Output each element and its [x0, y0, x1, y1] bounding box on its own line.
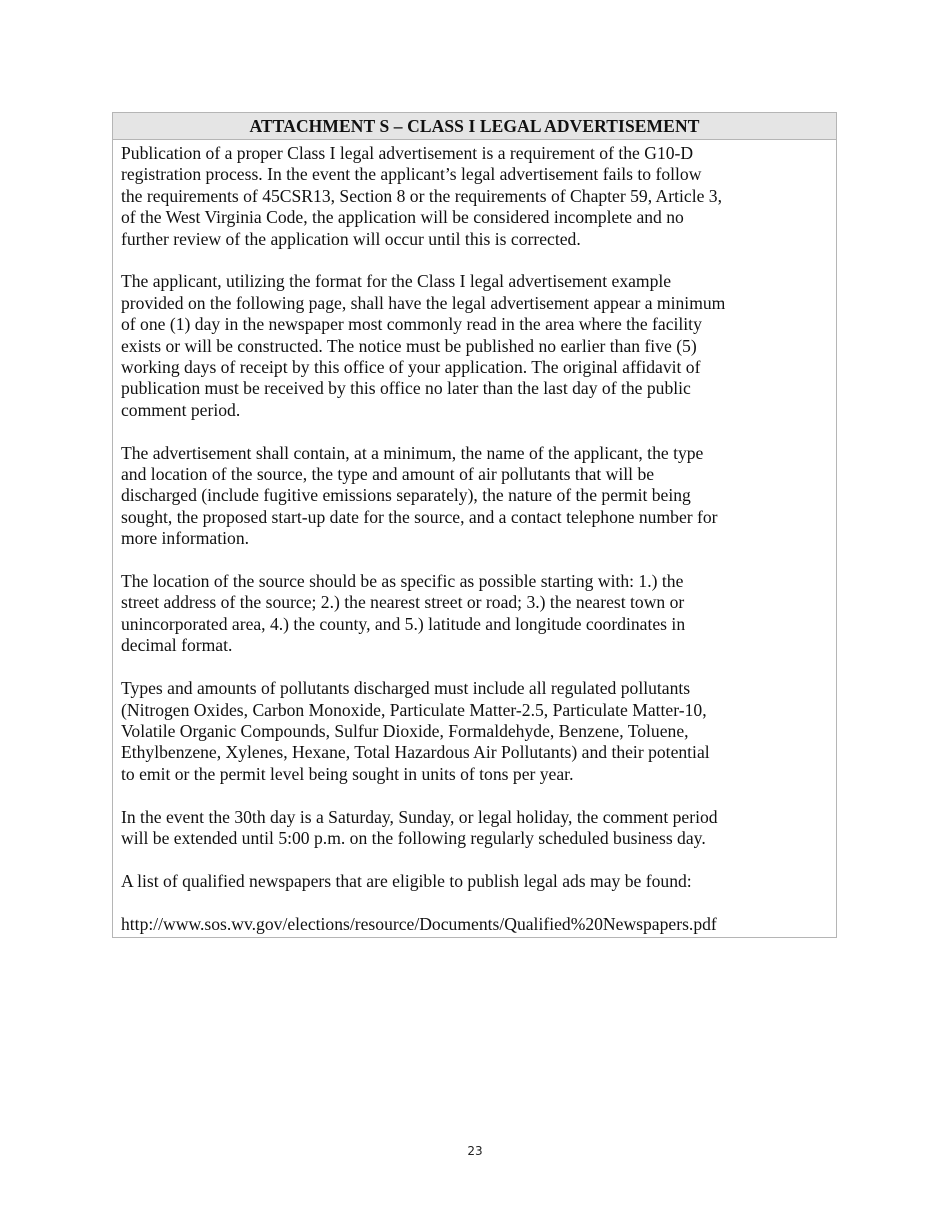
attachment-box	[112, 112, 837, 938]
paragraph-source-location: The location of the source should be as specific as possible starting with: 1.) the street address of the source; 2.) the nearest street or road; 3.) the nearest town or unincorporated area, 4.) the county, and 5.) latitude and longitude coordinates in decimal format.	[121, 571, 686, 656]
paragraph-newspaper-list: A list of qualified newspapers that are eligible to publish legal ads may be found:	[121, 870, 692, 891]
paragraph-advertisement-format: The applicant, utilizing the format for the Class I legal advertisement example provided on the following page, shall have the legal advertisement appear a minimum of one (1) day in the newspaper most commonly read in the area where the facility exists or will be constructed. The notice must be published no earlier than five (5) working days of receipt by this office of your application. The original affidavit of publication must be received by this office no later than the last day of the public comment period.	[121, 271, 726, 420]
paragraph-pollutants: Types and amounts of pollutants discharged must include all regulated pollutants (Nitrogen Oxides, Carbon Monoxide, Particulate Matter-2.5, Particulate Matter-10, Volatile Organic Compounds, Sulfur Dioxide, Formaldehyde, Benzene, Toluene, Ethylbenzene, Xylenes, Hexane, Total Hazardous Air Pollutants) and their potential to emit or the permit level being sought in units of tons per year.	[121, 678, 710, 784]
paragraph-publication-requirement: Publication of a proper Class I legal advertisement is a requirement of the G10-D registration process. In the event the applicant’s legal advertisement fails to follow the requirements of 45CSR13, Section 8 or the requirements of Chapter 59, Article 3, of the West Virginia Code, the application will be considered incomplete and no further review of the application will occur until this is corrected.	[121, 143, 722, 249]
paragraph-comment-period: In the event the 30th day is a Saturday, Sunday, or legal holiday, the comment period will be extended until 5:00 p.m. on the following regularly scheduled business day.	[121, 806, 718, 848]
page-number: 23	[467, 1144, 483, 1158]
paragraph-advertisement-contents: The advertisement shall contain, at a minimum, the name of the applicant, the type and location of the source, the type and amount of air pollutants that will be discharged (include fugitive emissions separately), the nature of the permit being sought, the proposed start-up date for the source, and a contact telephone number for more information.	[121, 442, 718, 549]
attachment-body	[113, 140, 836, 937]
qualified-newspapers-link[interactable]: http://www.sos.wv.gov/elections/resource/Documents/Qualified%20Newspapers.pdf	[121, 913, 717, 934]
attachment-title: ATTACHMENT S – CLASS I LEGAL ADVERTISEMENT	[113, 113, 836, 140]
